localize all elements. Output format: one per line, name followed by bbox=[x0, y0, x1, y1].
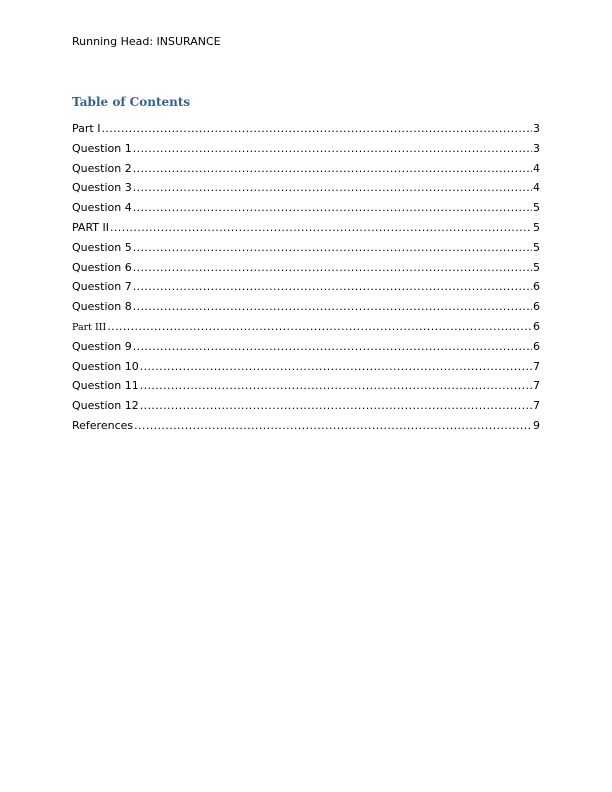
toc-entry-question-7[interactable] bbox=[72, 279, 540, 299]
toc-entry-label: Question 7 bbox=[72, 280, 132, 294]
toc-entry-question-11[interactable] bbox=[72, 378, 540, 398]
toc-entry-question-10[interactable] bbox=[72, 359, 540, 379]
dot-leader bbox=[133, 279, 532, 295]
toc-entry-page: 5 bbox=[533, 260, 540, 274]
toc-entry-page: 5 bbox=[533, 240, 540, 254]
dot-leader bbox=[140, 378, 532, 394]
toc-entry-page: 6 bbox=[533, 319, 540, 333]
toc-entry-question-8[interactable] bbox=[72, 299, 540, 319]
toc-entry-label: Question 2 bbox=[72, 161, 132, 175]
toc-entry-part-2[interactable] bbox=[72, 220, 540, 240]
toc-entry-page: 5 bbox=[533, 220, 540, 234]
toc-entry-page: 6 bbox=[533, 339, 540, 353]
toc-entry-label: Question 1 bbox=[72, 141, 132, 155]
table-of-contents bbox=[72, 121, 540, 438]
toc-entry-label: Question 10 bbox=[72, 359, 139, 373]
toc-entry-question-4[interactable] bbox=[72, 200, 540, 220]
toc-entry-question-3[interactable] bbox=[72, 180, 540, 200]
toc-entry-label: Part III bbox=[72, 321, 107, 333]
toc-entry-label: Question 8 bbox=[72, 300, 132, 314]
toc-entry-label: PART II bbox=[72, 220, 110, 234]
toc-entry-question-5[interactable] bbox=[72, 240, 540, 260]
toc-entry-page: 9 bbox=[533, 418, 540, 432]
toc-entry-label: Question 6 bbox=[72, 260, 132, 274]
dot-leader bbox=[134, 418, 532, 434]
dot-leader bbox=[101, 121, 532, 137]
dot-leader bbox=[133, 339, 532, 355]
toc-entry-question-2[interactable] bbox=[72, 161, 540, 181]
toc-entry-question-12[interactable] bbox=[72, 398, 540, 418]
toc-entry-part-1[interactable] bbox=[72, 121, 540, 141]
toc-entry-label: Question 4 bbox=[72, 201, 132, 215]
toc-entry-part-3[interactable] bbox=[72, 319, 540, 339]
toc-entry-page: 7 bbox=[533, 359, 540, 373]
dot-leader bbox=[140, 398, 532, 414]
toc-entry-page: 3 bbox=[533, 141, 540, 155]
toc-entry-page: 6 bbox=[533, 280, 540, 294]
toc-entry-label: Question 12 bbox=[72, 399, 139, 413]
toc-entry-question-1[interactable] bbox=[72, 141, 540, 161]
dot-leader bbox=[133, 200, 532, 216]
toc-entry-references[interactable] bbox=[72, 418, 540, 438]
dot-leader bbox=[133, 141, 532, 157]
dot-leader bbox=[107, 319, 532, 335]
toc-entry-page: 6 bbox=[533, 300, 540, 314]
toc-entry-label: Question 9 bbox=[72, 339, 132, 353]
running-head: Running Head: INSURANCE bbox=[72, 35, 221, 48]
toc-entry-label: Question 5 bbox=[72, 240, 132, 254]
toc-entry-question-9[interactable] bbox=[72, 339, 540, 359]
dot-leader bbox=[133, 161, 532, 177]
dot-leader bbox=[133, 260, 532, 276]
toc-entry-page: 5 bbox=[533, 201, 540, 215]
toc-entry-question-6[interactable] bbox=[72, 260, 540, 280]
toc-entry-label: Part I bbox=[72, 122, 101, 135]
toc-entry-page: 4 bbox=[533, 181, 540, 195]
toc-entry-label: Question 3 bbox=[72, 181, 132, 195]
toc-entry-page: 7 bbox=[533, 399, 540, 413]
toc-entry-page: 4 bbox=[533, 161, 540, 175]
dot-leader bbox=[133, 299, 532, 315]
toc-entry-label: References bbox=[72, 418, 134, 432]
toc-entry-page: 3 bbox=[533, 122, 540, 135]
toc-heading: Table of Contents bbox=[72, 95, 191, 109]
dot-leader bbox=[140, 359, 532, 375]
dot-leader bbox=[133, 240, 532, 256]
dot-leader bbox=[110, 220, 532, 236]
toc-entry-label: Question 11 bbox=[72, 379, 139, 393]
toc-entry-page: 7 bbox=[533, 379, 540, 393]
dot-leader bbox=[133, 180, 532, 196]
